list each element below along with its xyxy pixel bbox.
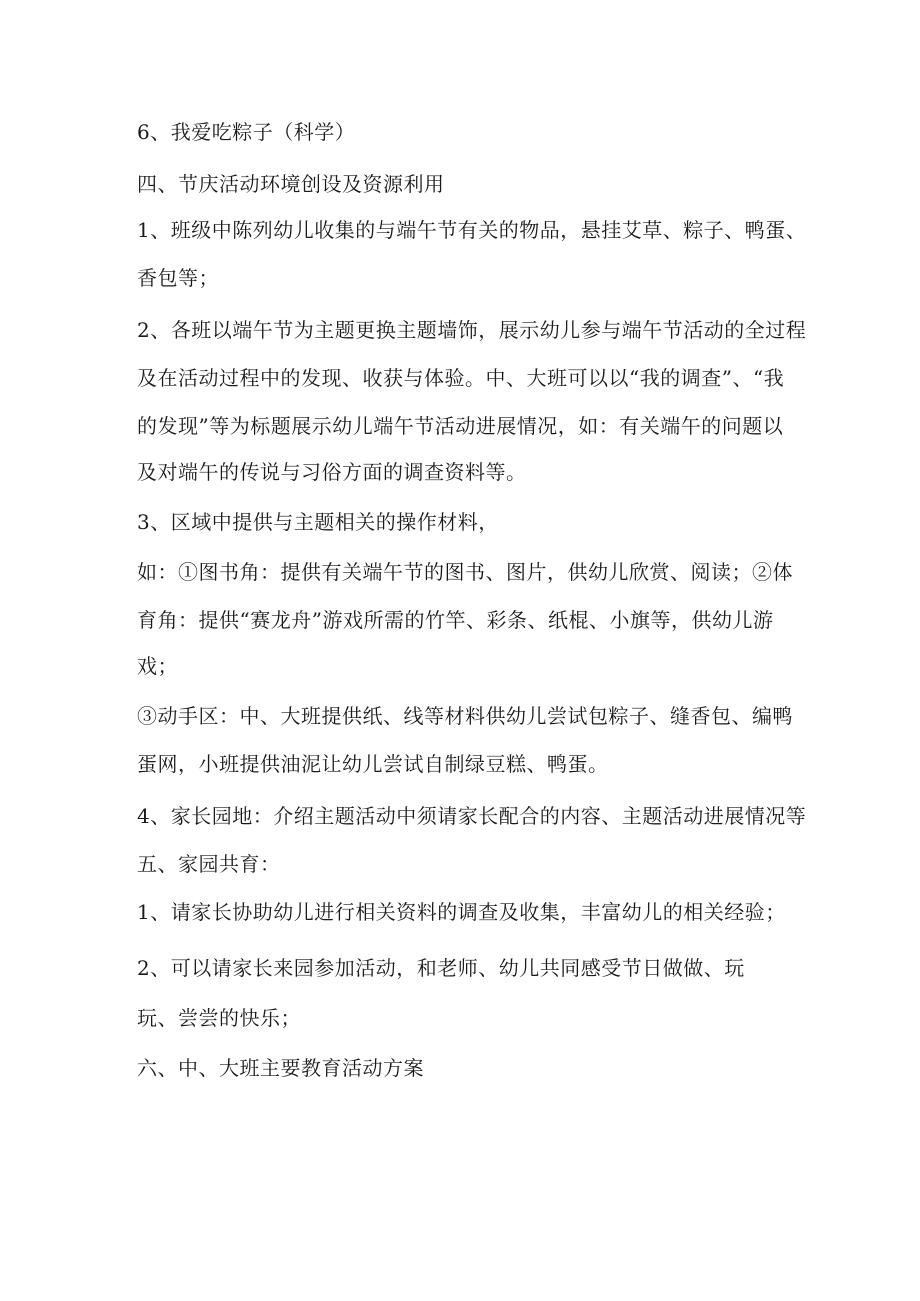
list-item-science-activity: 6、我爱吃粽子（科学） xyxy=(137,120,356,144)
section-heading-environment: 四、节庆活动环境创设及资源利用 xyxy=(137,172,445,196)
section-heading-home-school: 五、家园共育： xyxy=(137,852,281,876)
paragraph-line: 2、各班以端午节为主题更换主题墙饰，展示幼儿参与端午节活动的全过程 xyxy=(137,318,807,342)
paragraph-line: 如：①图书角：提供有关端午节的图书、图片，供幼儿欣赏、阅读；②体 xyxy=(137,560,793,584)
paragraph-line: 戏； xyxy=(137,654,178,678)
paragraph-line: 4、家长园地：介绍主题活动中须请家长配合的内容、主题活动进展情况等 xyxy=(137,804,807,828)
paragraph-line: 玩、尝尝的快乐； xyxy=(137,1006,301,1030)
section-heading-activity-plans: 六、中、大班主要教育活动方案 xyxy=(137,1056,424,1080)
paragraph-line: 的发现”等为标题展示幼儿端午节活动进展情况，如：有关端午的问题以 xyxy=(137,414,784,438)
paragraph-line: 育角：提供“赛龙舟”游戏所需的竹竿、彩条、纸棍、小旗等，供幼儿游 xyxy=(137,608,774,632)
paragraph-line: 1、班级中陈列幼儿收集的与端午节有关的物品，悬挂艾草、粽子、鸭蛋、 xyxy=(137,218,807,242)
paragraph-line: 香包等； xyxy=(137,266,219,290)
paragraph-line: 1、请家长协助幼儿进行相关资料的调查及收集，丰富幼儿的相关经验； xyxy=(137,900,786,924)
paragraph-line: 及在活动过程中的发现、收获与体验。中、大班可以以“我的调查”、“我 xyxy=(137,366,785,390)
paragraph-line: 蛋网，小班提供油泥让幼儿尝试自制绿豆糕、鸭蛋。 xyxy=(137,752,609,776)
paragraph-line: ③动手区：中、大班提供纸、线等材料供幼儿尝试包粽子、缝香包、编鸭 xyxy=(137,704,793,728)
paragraph-line: 及对端午的传说与习俗方面的调查资料等。 xyxy=(137,460,527,484)
paragraph-line: 3、区域中提供与主题相关的操作材料， xyxy=(137,510,499,534)
paragraph-line: 2、可以请家长来园参加活动，和老师、幼儿共同感受节日做做、玩 xyxy=(137,956,745,980)
